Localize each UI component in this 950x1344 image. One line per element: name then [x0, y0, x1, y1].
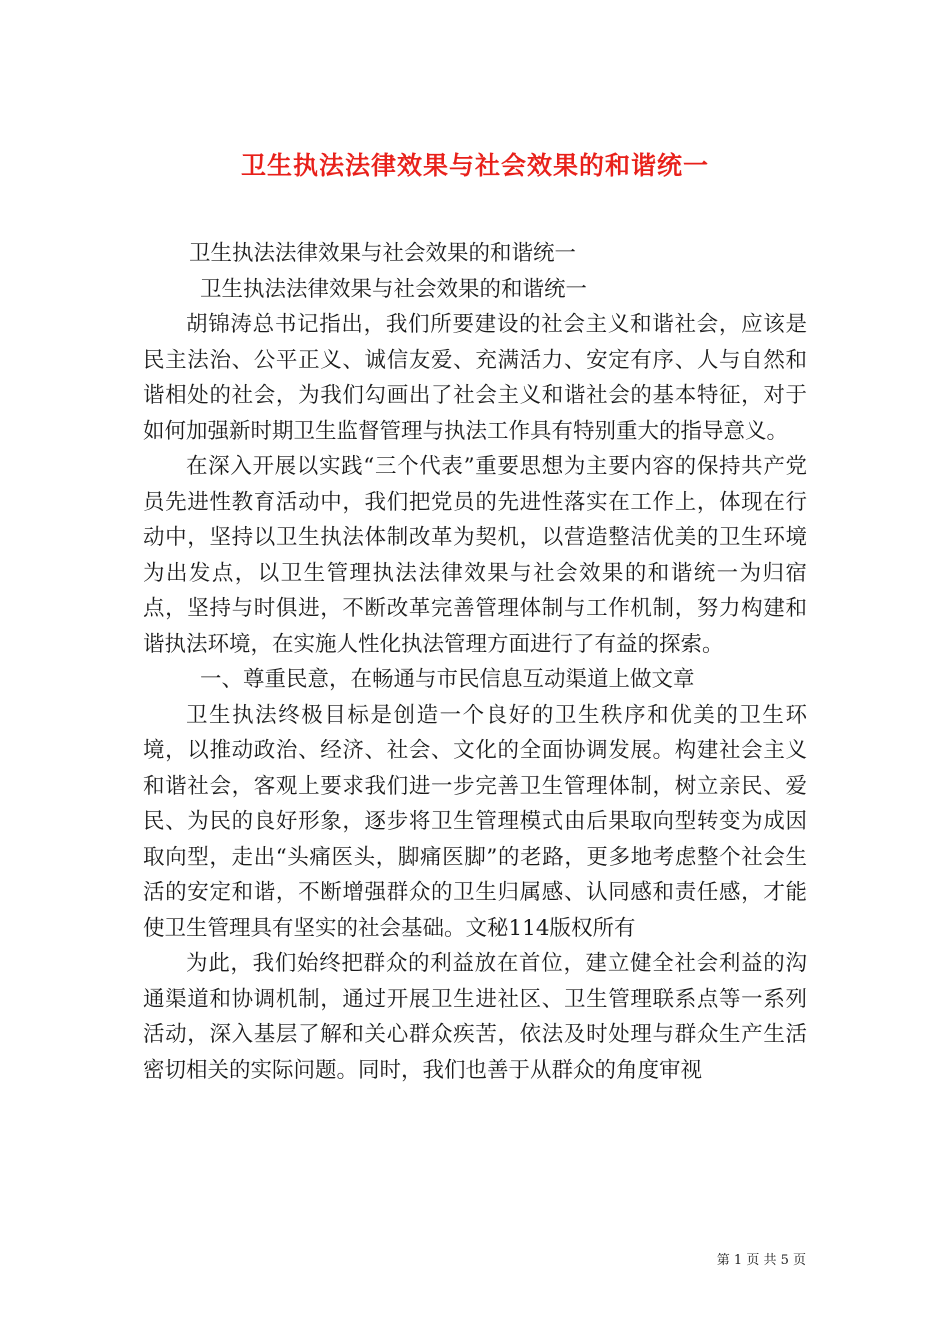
document-body — [143, 236, 807, 1088]
document-subtitle: 卫生执法法律效果与社会效果的和谐统一 — [189, 241, 577, 266]
document-subtitle: 卫生执法法律效果与社会效果的和谐统一 — [200, 276, 588, 302]
page-indicator: 第 1 页 共 5 页 — [716, 1253, 806, 1268]
body-paragraph: 在深入开展以实践“三个代表”重要思想为主要内容的保持共产党员先进性教育活动中，我们把党员的先进性落实在工作上，体现在行动中，坚持以卫生执法体制改革为契机，以营造整洁优美的卫生环境为出发点，以卫生管理执法法律效果与社会效果的和谐统一为归宿点，坚持与时俱进，不断改革完善管理体制与工作机制，努力构建和谐执法环境，在实施人性化执法管理方面进行了有益的探索。 — [143, 454, 807, 657]
body-paragraph: 为此，我们始终把群众的利益放在首位，建立健全社会利益的沟通渠道和协调机制，通过开展卫生进社区、卫生管理联系点等一系列活动，深入基层了解和关心群众疾苦，依法及时处理与群众生产生活密切相关的实际问题。同时，我们也善于从群众的角度审视 — [143, 951, 807, 1083]
body-paragraph: 胡锦涛总书记指出，我们所要建设的社会主义和谐社会，应该是民主法治、公平正义、诚信友爱、充满活力、安定有序、人与自然和谐相处的社会，为我们勾画出了社会主义和谐社会的基本特征，对于如何加强新时期卫生监督管理与执法工作具有特别重大的指导意义。 — [143, 312, 807, 444]
document-title: 卫生执法法律效果与社会效果的和谐统一 — [240, 150, 709, 180]
body-paragraph: 卫生执法终极目标是创造一个良好的卫生秩序和优美的卫生环境，以推动政治、经济、社会、文化的全面协调发展。构建社会主义和谐社会，客观上要求我们进一步完善卫生管理体制，树立亲民、爱民、为民的良好形象，逐步将卫生管理模式由后果取向型转变为成因取向型，走出“头痛医头，脚痛医脚”的老路，更多地考虑整个社会生活的安定和谐，不断增强群众的卫生归属感、认同感和责任感，才能使卫生管理具有坚实的社会基础。文秘114版权所有 — [143, 702, 807, 941]
section-heading: 一、尊重民意，在畅通与市民信息互动渠道上做文章 — [200, 667, 695, 692]
